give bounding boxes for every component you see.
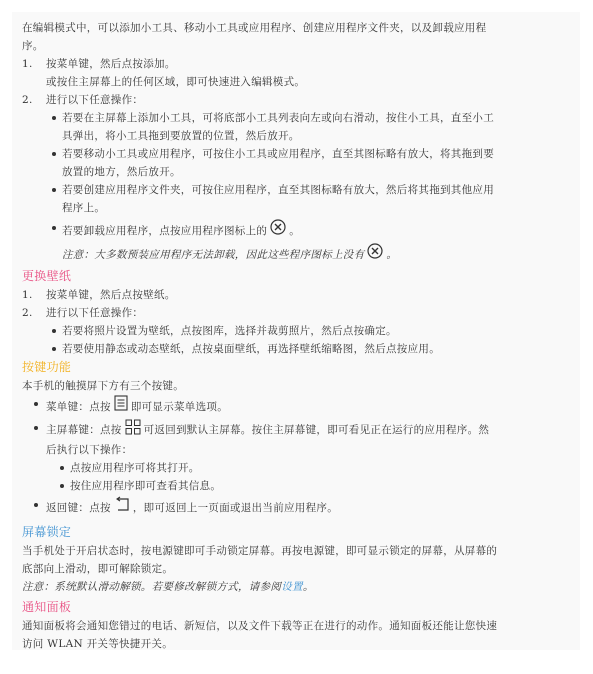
edit-bullet-folder — [22, 181, 566, 217]
home-key-item — [22, 419, 566, 459]
step-text: 按菜单键，然后点按添加。 — [46, 58, 176, 70]
step-number: 1. — [22, 289, 33, 301]
item-text: 返回键：点按 — [46, 502, 111, 514]
step-number: 2. — [22, 307, 33, 319]
intro-line-2: 序。 — [22, 40, 44, 52]
step-text: 进行以下任意操作： — [46, 307, 144, 319]
step-number: 2. — [22, 94, 33, 106]
bullet-line: 程序上。 — [62, 202, 106, 214]
step-1-sub: 或按住主屏幕上的任何区域，即可快速进入编辑模式。 — [46, 76, 306, 88]
buttons-heading: 按键功能 — [22, 360, 72, 374]
notify-heading: 通知面板 — [22, 600, 72, 614]
settings-link[interactable]: 设置 — [281, 581, 303, 593]
note-text: 注意：系统默认滑动解锁。若要修改解锁方式，请参阅 — [22, 581, 282, 593]
menu-key-item — [22, 395, 566, 419]
uninstall-x-icon — [367, 243, 383, 267]
back-key-icon — [114, 496, 130, 520]
home-sub-open: 点按应用程序可将其打开。 — [22, 459, 566, 477]
wallpaper-step-2 — [22, 304, 566, 322]
item-text: 后执行以下操作： — [46, 444, 133, 456]
wallpaper-bullet-photo: 若要将照片设置为壁纸，点按图库，选择并裁剪照片，然后点按确定。 — [22, 322, 566, 340]
bullet-line: 若要创建应用程序文件夹，可按住应用程序，直至其图标略有放大，然后将其拖到其他应用 — [62, 184, 494, 196]
bullet-text: 。 — [289, 225, 301, 237]
home-sub-info: 按住应用程序即可查看其信息。 — [22, 477, 566, 495]
wallpaper-step-1 — [22, 286, 566, 304]
step-1 — [22, 55, 566, 73]
edit-bullet-add-widget — [22, 109, 566, 145]
bullet-line: 具弹出，将小工具拖到要放置的位置，然后放开。 — [62, 130, 300, 142]
item-text: 主屏幕键：点按 — [46, 424, 122, 436]
note-text: 注意：大多数预装应用程序无法卸载，因此这些程序图标上没有 — [62, 249, 365, 261]
note-text: 。 — [386, 249, 398, 261]
step-number: 1. — [22, 58, 33, 70]
home-key-icon — [125, 419, 141, 441]
bullet-text: 若要卸载应用程序，点按应用程序图标上的 — [62, 225, 268, 237]
step-text: 进行以下任意操作： — [46, 94, 144, 106]
lock-note — [22, 578, 566, 596]
edit-bullet-uninstall — [22, 219, 566, 243]
wallpaper-heading: 更换壁纸 — [22, 269, 72, 283]
notify-line-1: 通知面板将会通知您错过的电话、新短信，以及文件下载等正在进行的动作。通知面板还能让您快速 — [22, 620, 498, 632]
buttons-intro: 本手机的触摸屏下方有三个按键。 — [22, 380, 184, 392]
bullet-line: 若要移动小工具或应用程序，可按住小工具或应用程序，直至其图标略有放大，将其拖到要 — [62, 148, 494, 160]
item-text: ，即可返回上一页面或退出当前应用程序。 — [132, 502, 339, 514]
step-text: 按菜单键，然后点按壁纸。 — [46, 289, 176, 301]
uninstall-x-icon — [270, 219, 286, 243]
edit-bullet-move — [22, 145, 566, 181]
item-text: 可返回到默认主屏幕。按住主屏幕键，即可看见正在运行的应用程序。然 — [143, 424, 490, 436]
back-key-item — [22, 496, 566, 520]
lock-heading: 屏幕锁定 — [22, 525, 72, 539]
note-text: 。 — [302, 581, 314, 593]
lock-line-2: 底部向上滑动，即可解除锁定。 — [22, 563, 174, 575]
item-text: 即可显示菜单选项。 — [130, 401, 229, 413]
wallpaper-bullet-live: 若要使用静态或动态壁纸，点按桌面壁纸，再选择壁纸缩略图，然后点按应用。 — [22, 340, 566, 358]
bullet-line: 若要在主屏幕上添加小工具，可将底部小工具列表向左或向右滑动，按住小工具，直至小工 — [62, 112, 494, 124]
item-text: 菜单键：点按 — [46, 401, 111, 413]
uninstall-note — [22, 243, 566, 267]
document-page — [12, 12, 580, 650]
step-2 — [22, 91, 566, 109]
intro-line-1: 在编辑模式中，可以添加小工具、移动小工具或应用程序、创建应用程序文件夹，以及卸载应用程 — [22, 22, 487, 34]
notify-line-2: 访问 WLAN 开关等快捷开关。 — [22, 638, 174, 650]
bullet-line: 放置的地方，然后放开。 — [62, 166, 181, 178]
menu-key-icon — [114, 395, 128, 419]
lock-line-1: 当手机处于开启状态时，按电源键即可手动锁定屏幕。再按电源键，即可显示锁定的屏幕，从屏幕的 — [22, 545, 498, 557]
